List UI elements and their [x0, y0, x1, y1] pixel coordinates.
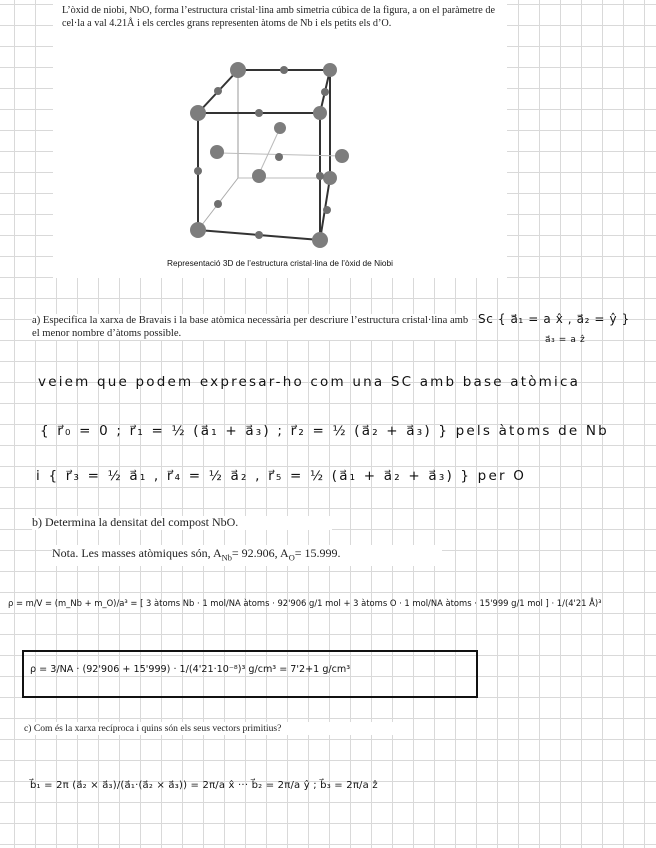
part-b-question: b) Determina la densitat del compost NbO. — [32, 515, 239, 529]
part-a-answer-line-3: i { r⃗₃ = ½ a⃗₁ , r⃗₄ = ½ a⃗₂ , r⃗₅ = ½ (a⃗₁ + a⃗₂ + a⃗₃) } per O — [36, 468, 527, 484]
part-b-density-result: ρ = 3/NA · (92'906 + 15'999) · 1/(4'21·10⁻⁸)³ g/cm³ = 7'2+1 g/cm³ — [30, 664, 351, 675]
part-a-question: a) Especifica la xarxa de Bravais i la base atòmica necessària per descriure l’estructura cristal·lina amb el menor nombre d’àtoms possible. — [32, 315, 469, 339]
part-b-question-block — [32, 516, 332, 530]
nb-subscript: Nb — [221, 553, 232, 563]
part-a-side-note-line-2: a⃗₃ = a ẑ — [545, 335, 586, 345]
part-a-question-block — [32, 314, 472, 340]
figure-caption: Representació 3D de l’estructura cristal·lina de l’òxid de Niobi — [167, 258, 393, 268]
part-a-answer-line-2: { r⃗₀ = 0 ; r⃗₁ = ½ (a⃗₁ + a⃗₃) ; r⃗₂ = ½ (a⃗₂ + a⃗₃) } pels àtoms de Nb — [40, 423, 609, 439]
part-c-reciprocal-work: b⃗₁ = 2π (a⃗₂ × a⃗₃)/(a⃗₁·(a⃗₂ × a⃗₃)) = 2π/a x̂ ··· b⃗₂ = 2π/a ŷ ; b⃗₃ = 2π/a ẑ — [30, 780, 378, 791]
o-subscript: O — [288, 553, 295, 563]
crystal-structure-figure — [180, 58, 360, 254]
part-b-note — [52, 545, 442, 566]
part-b-note-text: Nota. Les masses atòmiques són, A — [52, 546, 222, 560]
part-b-note-end: = 15.999. — [294, 546, 341, 560]
intro-text: L’òxid de niobi, NbO, forma l’estructura cristal·lina amb simetria cúbica de la figura, a on el paràmetre de cel·la a val 4.21Å i els cercles grans representen àtoms de Nb i els petits els d’O. — [62, 5, 495, 29]
part-b-density-work: ρ = m/V = (m_Nb + m_O)/a³ = [ 3 àtoms Nb · 1 mol/NA àtoms · 92'906 g/1 mol + 3 àtoms O · 1 mol/NA àtoms · 15'999 g/1 mol ] · 1/(4'21 Å)³ — [8, 598, 602, 608]
part-a-answer-line-1: veiem que podem expresar-ho com una SC amb base atòmica — [38, 374, 581, 390]
part-a-side-note-line-1: Sc { a⃗₁ = a x̂ , a⃗₂ = ŷ } — [478, 312, 630, 326]
part-c-question-block — [24, 722, 394, 735]
part-c-question: c) Com és la xarxa recíproca i quins són els seus vectors primitius? — [24, 723, 282, 734]
part-b-note-mid: = 92.906, A — [231, 546, 289, 560]
